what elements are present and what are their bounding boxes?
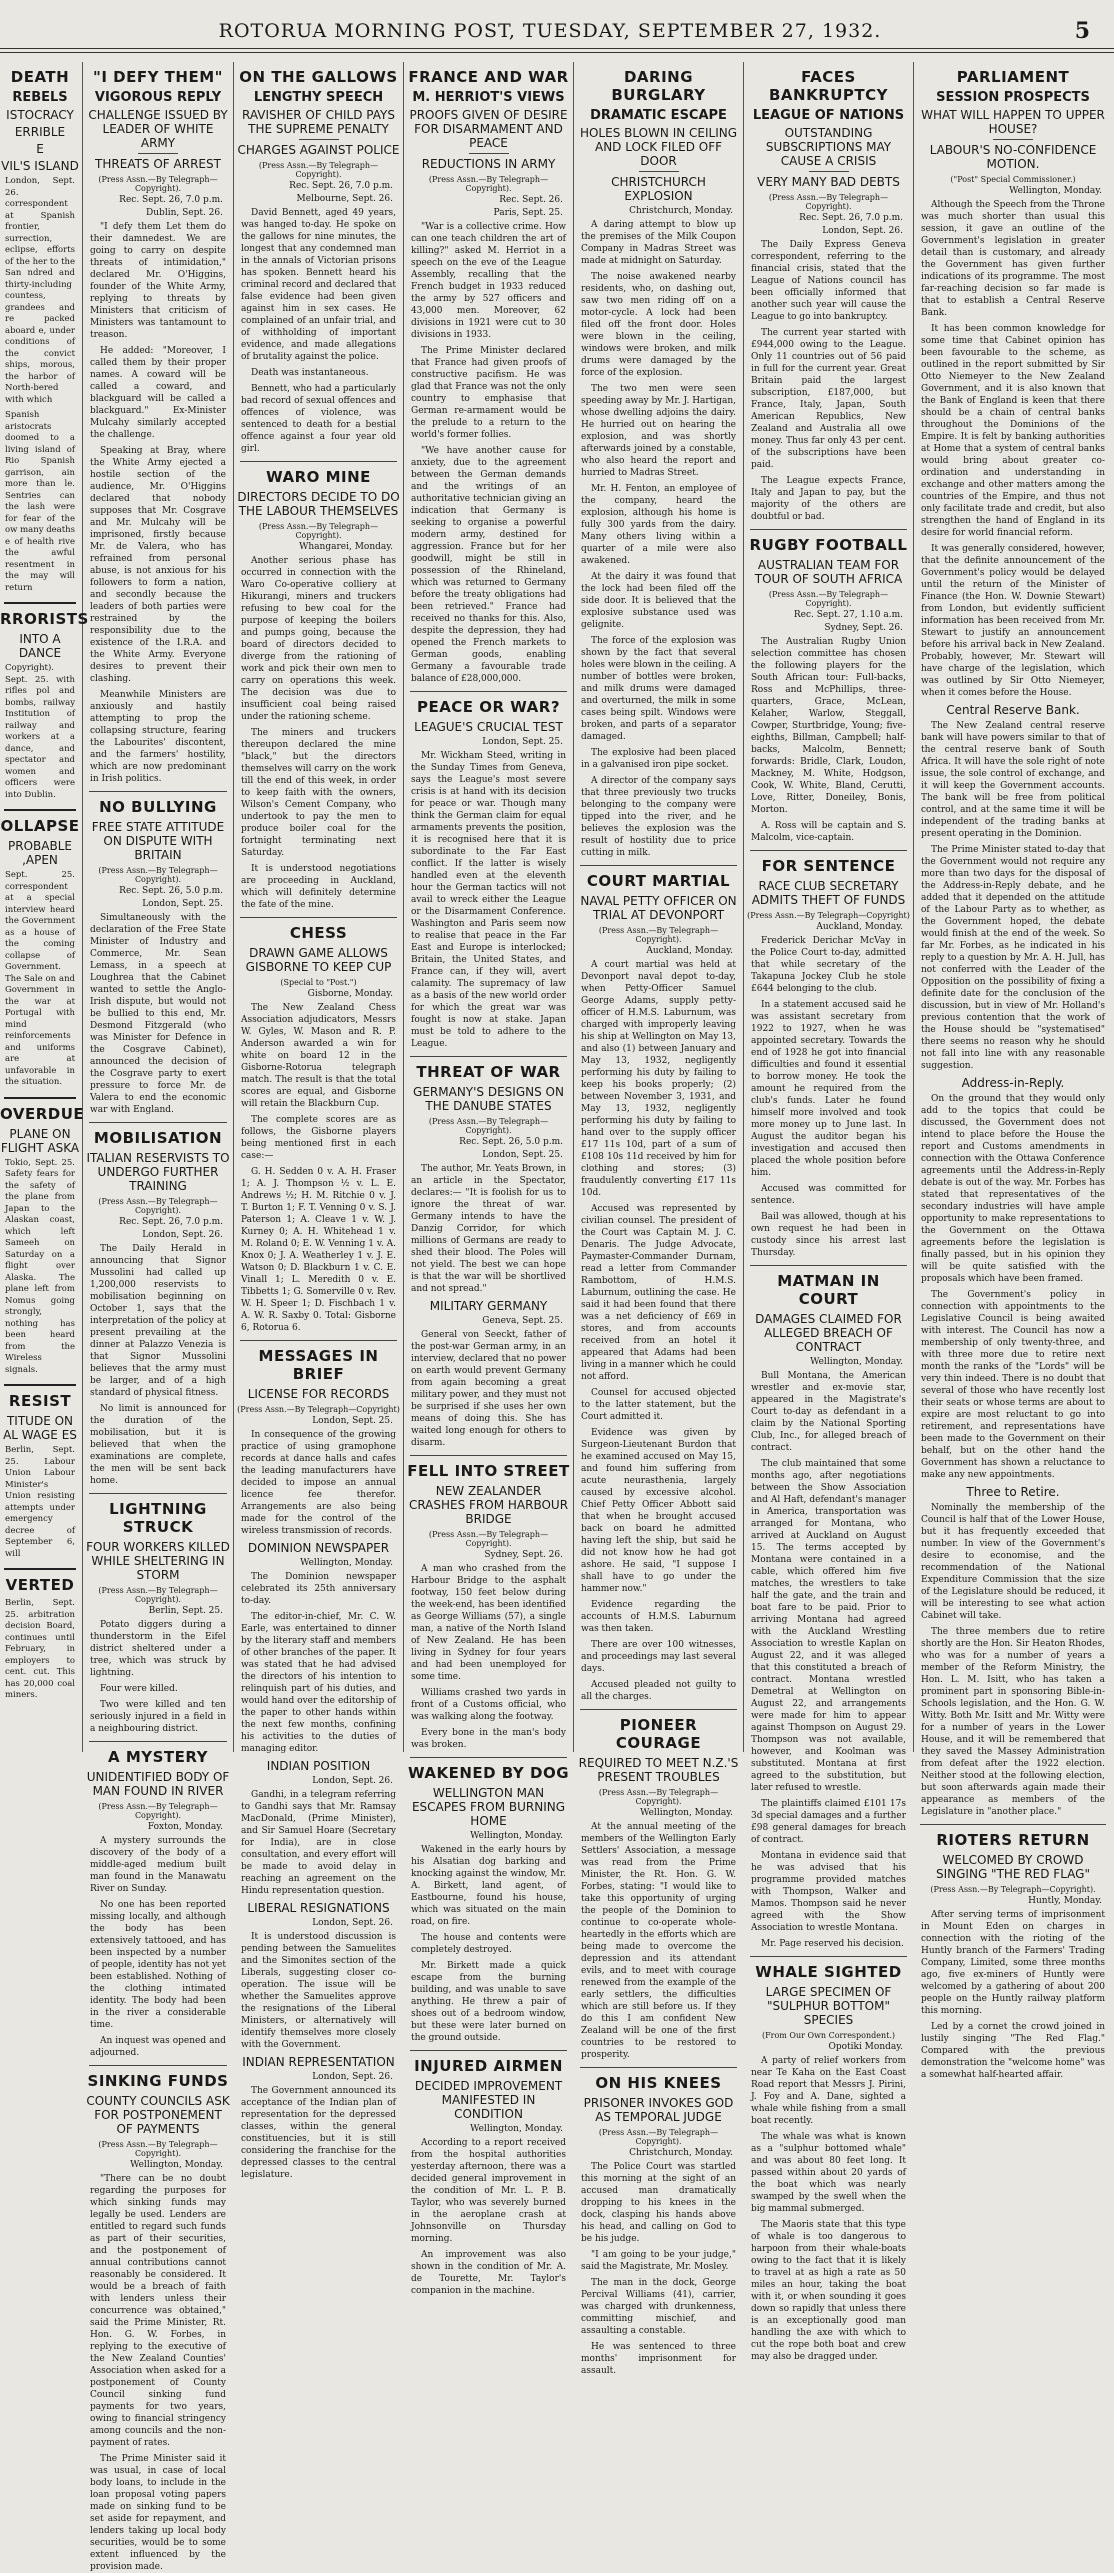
article-paragraph: After serving terms of imprisonment in Mount Eden on charges in connection with the rioting of the Huntly branch of the Farmers' Trading Company, Limited, some three months ago, five ex-miners of Huntly were welcomed by a gathering of about 200 people on the Huntly railway platform this morning. bbox=[921, 1910, 1105, 2016]
dateline: Wellington, Monday. bbox=[1009, 186, 1102, 196]
section-rule bbox=[580, 865, 737, 866]
section-rule bbox=[89, 1493, 227, 1494]
headline: RUGBY FOOTBALL bbox=[749, 536, 908, 554]
article-paragraph: The Prime Minister said it was usual, in case of local body loans, to include in the loan proposal voting papers made on sinking fund to be set aside for repayment, and lenders taking up local body securities, would be to some extent influenced by the provision made. bbox=[90, 2454, 226, 2572]
subheadline: LIBERAL RESIGNATIONS bbox=[247, 1901, 390, 1915]
article-paragraph: A man who crashed from the Harbour Bridge to the asphalt footway, 150 feet below during the week-end, has been identified as George Williams (57), a single man, a native of the North Island of New Zealand. He has been living in Sydney for four years and had been unemployed for some time. bbox=[411, 1564, 566, 1682]
headline: CHESS bbox=[289, 924, 348, 942]
article-paragraph: The miners and truckers thereupon declared the mine "black," but the directors themselves will carry on the work till the end of this week, in order to keep faith with the owners, Wilson's Cement Company, who undertook to pay the men to produce boiler coal for the fortnight terminating next Saturday. bbox=[241, 728, 396, 858]
subheadline: REDUCTIONS IN ARMY bbox=[421, 157, 556, 171]
article-paragraph: The author, Mr. Yeats Brown, in an article in the Spectator, declares:— "It is foolish for us to ignore the threat of war. Germany intends to have the Danzig Corridor, for which millions of Germans are ready to shed their blood. The Poles will not yield. The best we can hope is that the war will be shortlived and not spread." bbox=[411, 1164, 566, 1294]
article-paragraph: It was generally considered, however, that the definite announcement of the Government's policy would be delayed until the return of the Minister of Finance (the Hon. W. Downie Stewart) from London, but evidently sufficient information has been received from Mr. Stewart to justify an announcement before his arrival back in New Zealand. Probably, however, Mr. Stewart will have charge of the legislation, which was outlined by Sir Otto Niemeyer, when it comes before the House. bbox=[921, 544, 1105, 698]
article-paragraph: "I defy them Let them do their damnedest. We are going to carry on despite threats of intimidation," declared Mr. O'Higgins, founder of the White Army, replying to threats by Ministers that criticism of Ministers was tantamount to treason. bbox=[90, 222, 226, 340]
dateline: Rec. Sept. 26, 5.0 p.m. bbox=[459, 1137, 563, 1147]
subheadline: RACE CLUB SECRETARY ADMITS THEFT OF FUNDS bbox=[751, 879, 906, 907]
dateline: Rec. Sept. 26. bbox=[499, 195, 563, 205]
subheadline: INDIAN REPRESENTATION bbox=[242, 2055, 395, 2069]
article-paragraph: Nominally the membership of the Council is half that of the Lower House, but it has frequently exceeded that number. In view of the Government's desire to economise, and the recommendation of the National Expenditure Commission that the size of the Legislature should be reduced, it will be interesting to see what action Cabinet will take. bbox=[921, 1503, 1105, 1621]
headline: DARING BURGLARY bbox=[611, 68, 706, 104]
dateline: Wellington, Monday. bbox=[470, 2124, 563, 2134]
subheadline: VIGOROUS REPLY bbox=[94, 90, 222, 105]
subheadline: REBELS bbox=[12, 90, 68, 105]
byline: (Press Assn.—By Telegraph—Copyright). bbox=[98, 866, 218, 884]
subheadline: DRAWN GAME ALLOWS GISBORNE TO KEEP CUP bbox=[245, 946, 392, 974]
subheadline: ISTOCRACY bbox=[6, 108, 74, 122]
page-number: 5 bbox=[1074, 18, 1090, 44]
section-rule bbox=[4, 1097, 76, 1099]
article-paragraph: The New Zealand central reserve bank will have powers similar to that of the central reserve bank of South Africa. It will have the sole right of note issue, the sole control of exchange, and it will keep the Government accounts. The bank will be free from political control, and at the same time it will be independent of the trading banks at present operating in the Dominion. bbox=[921, 721, 1105, 839]
short-rule bbox=[809, 171, 849, 172]
byline: (Press Assn.—By Telegraph—Copyright). bbox=[768, 590, 889, 608]
column-divider bbox=[233, 62, 234, 1752]
article-paragraph: General von Seeckt, father of the post-war German army, in an interview, declared that no power on earth would prevent Germany from again becoming a great military power, and they must not be surprised if she uses her own means of doing this. She has waited long enough for others to disarm. bbox=[411, 1330, 566, 1448]
dateline: London, Sept. 25. bbox=[482, 737, 563, 747]
headline: RRORISTS bbox=[0, 610, 89, 628]
article-paragraph: In consequence of the growing practice of using gramophone records at dance halls and cafes the leading manufacturers have decided to impose an annual licence fee therefor. Arrangements are also being made for the control of the wireless transmission of records. bbox=[241, 1430, 396, 1536]
headline: INJURED AIRMEN bbox=[414, 2057, 563, 2075]
dateline: Wellington, Monday. bbox=[300, 1558, 393, 1568]
article-paragraph: Copyright). Sept. 25. with rifles pol and bombs, railway Institution of railway and workers at a dance, and spectator and women and officers were into Dublin. bbox=[5, 663, 75, 800]
article-paragraph: In a statement accused said he was assistant secretary from 1922 to 1927, when he was appointed secretary. Towards the end of 1928 he got into financial difficulties and found it essential to borrow money. He took the amount he required from the club's funds. Later he found himself more involved and took more money up to June last. In August the auditor began his investigation and accused then placed the whole position before him. bbox=[751, 1000, 906, 1178]
article-paragraph: Four were killed. bbox=[100, 1684, 178, 1694]
subheadline: LICENSE FOR RECORDS bbox=[247, 1387, 390, 1401]
dateline: Dublin, Sept. 26. bbox=[146, 208, 223, 218]
section-rule bbox=[240, 461, 397, 462]
dateline: Foxton, Monday. bbox=[147, 1822, 223, 1832]
article-paragraph: "War is a collective crime. How can one teach children the art of killing?" asked M. Herriot in a speech on the eve of the League Assembly, recalling that the French budget in 1933 reduced the army by 527 officers and 43,000 men. Moreover, 62 divisions in 1921 were cut to 30 divisions in 1933. bbox=[411, 222, 566, 340]
headline: PIONEER COURAGE bbox=[615, 1716, 702, 1752]
headline: ON HIS KNEES bbox=[595, 2074, 722, 2092]
column-divider bbox=[403, 62, 404, 1752]
short-rule bbox=[639, 171, 679, 172]
article-paragraph: The two men were seen speeding away by Mr. J. Hartigan, whose dwelling adjoins the dairy. He hurried out on hearing the explosion, and was shortly afterwards joined by a constable, who also heard the report and hurried to Madras Street. bbox=[581, 384, 736, 478]
byline: (Special to "Post.") bbox=[280, 978, 357, 987]
dateline: Huntly, Monday. bbox=[1028, 1896, 1102, 1906]
article-paragraph: A director of the company says that three previously two trucks belonging to the company were tipped into the river, and he believes the explosion was the result of hostility due to price cutting in milk. bbox=[581, 776, 736, 858]
article-paragraph: "There can be no doubt regarding the purposes for which sinking funds may legally be used. Lenders are entitled to regard such funds as part of their securities, and the postponement of annual contributions cannot reasonably be considered. It would be a breach of faith with lenders unless their concurrence was obtained," said the Prime Minister, Rt. Hon. G. W. Forbes, in replying to the executive of the New Zealand Counties' Association when asked for a postponement of County Council sinking fund payments for two years, owing to financial stringency among councils and the non-payment of rates. bbox=[90, 2174, 226, 2448]
subheadline: OUTSTANDING SUBSCRIPTIONS MAY CAUSE A CRISIS bbox=[765, 126, 892, 168]
article-paragraph: London, Sept. 26. correspondent at Spanish frontier, surrection, eclipse, efforts of the her to the San ndred and thirty-including countess, grandees and re packed aboard e, under conditions of the convict ships, morous, the harbor of North-bered with which bbox=[5, 176, 76, 405]
dateline: Sydney, Sept. 26. bbox=[484, 1550, 563, 1560]
subheadline: DOMINION NEWSPAPER bbox=[247, 1541, 390, 1555]
subheadline: ERRIBLE bbox=[14, 125, 66, 139]
subheadline: VERY MANY BAD DEBTS bbox=[757, 175, 900, 189]
subheadline: CHALLENGE ISSUED BY LEADER OF WHITE ARMY bbox=[88, 108, 228, 150]
article-paragraph: Mr. Page reserved his decision. bbox=[761, 1939, 904, 1949]
article-paragraph: Wakened in the early hours by his Alsatian dog barking and knocking against the window, Mr. A. Birkett, land agent, of Eastbourne, found his house, which was situated on the main road, on fire. bbox=[411, 1845, 566, 1927]
byline: (Press Assn.—By Telegraph—Copyright). bbox=[598, 2128, 719, 2146]
article-paragraph: At the annual meeting of the members of the Wellington Early Settlers' Association, a message was read from the Prime Minister, the Rt. Hon. G. W. Forbes, stating: "I would like to take this opportunity of urging the people of the Dominion to continue to co-operate whole-heartedly in the efforts which are being made to overcome the depression and its attendant evils, and to meet with courage renewed from the example of the early settlers, the difficulties which are still before us. If they do this I am confident New Zealand will be one of the first countries to be restored to prosperity. bbox=[581, 1822, 736, 2060]
article-paragraph: There are over 100 witnesses, and proceedings may last several days. bbox=[581, 1640, 736, 1674]
headline: FRANCE AND WAR bbox=[408, 68, 569, 86]
article-paragraph: The three members due to retire shortly are the Hon. Sir Heaton Rhodes, who was for a number of years a member of the Reform Ministry, the Hon. L. M. Isitt, who has taken a prominent part in sponsoring Bible-in-Schools legislation, and the Hon. G. W. Witty. Both Mr. Isitt and Mr. Witty were for a number of years in the Lower House, and it will be remembered that they saved the Massey Administration from defeat after the 1922 election. Neither stood at the following election, but soon afterwards again made their appearance as members of the Legislature in "another place." bbox=[921, 1627, 1105, 1817]
subheadline: GERMANY'S DESIGNS ON THE DANUBE STATES bbox=[413, 1085, 564, 1113]
subheadline: SESSION PROSPECTS bbox=[936, 90, 1090, 105]
article-paragraph: Tokio, Sept. 25. Safety fears for the safety of the plane from Japan to the Alaskan coast, which left Sameeh on Saturday on a flight over Alaska. The plane left from Nomus going strongly, nothing has been heard from the Wireless signals. bbox=[5, 1157, 75, 1375]
headline: OLLAPSE bbox=[0, 817, 80, 835]
section-rule bbox=[240, 1340, 397, 1341]
dateline: Geneva, Sept. 25. bbox=[482, 1316, 563, 1326]
dateline: London, Sept. 25. bbox=[142, 899, 223, 909]
article-paragraph: The Police Court was startled this morning at the sight of an accused man dramatically dropping to his knees in the dock, clasping his hands above his head, and calling on God to be his judge. bbox=[581, 2162, 736, 2244]
subheadline: WELLINGTON MAN ESCAPES FROM BURNING HOME bbox=[411, 1786, 566, 1828]
article-paragraph: According to a report received from the hospital authorities yesterday afternoon, there was a decided general improvement in the condition of Mr. L. P. B. Taylor, who was severely burned in the aeroplane crash at Johnsonville on Thursday morning. bbox=[411, 2138, 566, 2244]
article-paragraph: A mystery surrounds the discovery of the body of a middle-aged medium built man found in the Manawatu River on Sunday. bbox=[90, 1836, 226, 1894]
article-paragraph: Bail was allowed, though at his own request he had been in custody since his arrest last Thursday. bbox=[751, 1212, 906, 1258]
subheadline: DAMAGES CLAIMED FOR ALLEGED BREACH OF CONTRACT bbox=[755, 1312, 902, 1354]
section-rule bbox=[750, 529, 907, 530]
article-paragraph: It is understood discussion is pending between the Samuelites and the Simonites section of the Liberals, suggesting closer co-operation. The issue will be whether the Samuelites approve the resignations of the Liberal Ministers, or alternatively will identify themselves more closely with the Government. bbox=[241, 1932, 396, 2050]
article-paragraph: Another serious phase has occurred in connection with the Waro Co-operative colliery at Hikurangi, miners and truckers refusing to bew coal for the purpose of keeping the boilers and pumps going, because the board of directors decided to diverge from the rationing of work and pick their own men to carry on operations this week. The decision was due to insufficient coal being raised under the rationing scheme. bbox=[241, 556, 396, 722]
article-paragraph: An improvement was also shown in the condition of Mr. A. de Tourette, Mr. Taylor's companion in the machine. bbox=[411, 2250, 566, 2296]
article-paragraph: The man in the dock, George Percival Williams (41), carrier, was charged with drunkenness, committing mischief, and assaulting a constable. bbox=[581, 2278, 736, 2336]
headline: MATMAN IN COURT bbox=[777, 1272, 880, 1308]
article-paragraph: Accused was committed for sentence. bbox=[751, 1184, 906, 1206]
short-rule bbox=[469, 153, 509, 154]
dateline: Opotiki Monday. bbox=[828, 2042, 903, 2052]
headline: RIOTERS RETURN bbox=[936, 1831, 1090, 1849]
article-paragraph: Death was instantaneous. bbox=[251, 368, 369, 378]
headline: A MYSTERY bbox=[108, 1748, 208, 1766]
byline: (From Our Own Correspondent.) bbox=[761, 2031, 896, 2040]
byline: (Press Assn.—By Telegraph—Copyright). bbox=[930, 1885, 1096, 1894]
article-paragraph: Mr. Birkett made a quick escape from the burning building, and was unable to save anything. He threw a pair of shoes out of a bedroom window, but these were later burned on the ground outside. bbox=[411, 1961, 566, 2043]
subheadline: PROOFS GIVEN OF DESIRE FOR DISARMAMENT AND PEACE bbox=[409, 108, 568, 150]
byline: (Press Assn.—By Telegraph—Copyright). bbox=[98, 1802, 218, 1820]
dateline: London, Sept. 25. bbox=[482, 1150, 563, 1160]
article-paragraph: The complete scores are as follows, the Gisborne players being mentioned first in each case:— bbox=[241, 1115, 396, 1161]
article-paragraph: A party of relief workers from near Te Kaha on the East Coast Road report that Messrs J. Pirini, J. Foy and A. Dane, sighted a whale while fishing from a small boat recently. bbox=[751, 2056, 906, 2126]
article-paragraph: No one has been reported missing locally, and although the body has been extensively tattooed, and has been inspected by a number of people, identity has not yet been established. Nothing of the clothing intimated identity. The body had been in the river a considerable time. bbox=[90, 1900, 226, 2030]
byline: (Press Assn.—By Telegraph—Copyright). bbox=[98, 2140, 218, 2158]
section-rule bbox=[750, 1956, 907, 1957]
article-paragraph: Speaking at Bray, where the White Army ejected a hostile section of the audience, Mr. O'Higgins declared that nobody supposes that Mr. Cosgrave and Mr. Mulcahy will be imprisoned, firstly because Mr. de Valera, who has refrained from personal abuse, is not anxious for his followers to form a nation, and secondly because the leaders of both parties were restrained by the responsibility due to the existence of the I.R.A. and the White Army. Everyone desires to prevent their clashing. bbox=[90, 446, 226, 684]
dateline: Berlin, Sept. 25. bbox=[148, 1606, 223, 1616]
article-paragraph: Williams crashed two yards in front of a Customs official, who was walking along the footway. bbox=[411, 1688, 566, 1722]
article-paragraph: Frederick Derichar McVay in the Police Court to-day, admitted that while secretary of the Takapuna Jockey Club he stole £644 belonging to the club. bbox=[751, 936, 906, 994]
byline: (Press Assn.—By Telegraph—Copyright). bbox=[98, 1586, 218, 1604]
article-paragraph: The current year started with £944,000 owing to the League. Only 11 countries out of 56 paid in full for the current year. Great Britain paid the largest subscription, £187,000, but France, Italy, Japan, South American Republics, New Zealand and Australia all owe money. Thus far only 43 per cent. of the subscriptions have been paid. bbox=[751, 328, 906, 470]
article-paragraph: The Daily Express Geneva correspondent, referring to the financial crisis, stated that the League of Nations council has been officially informed that another such year will cause the League to go into bankruptcy. bbox=[751, 240, 906, 322]
article-paragraph: The Government announced its acceptance of the Indian plan of representation for the depressed classes, within the general constituencies, but it is still considering the franchise for the depressed classes to the central legislature. bbox=[241, 2086, 396, 2180]
column-divider bbox=[913, 62, 914, 1752]
headline: NO BULLYING bbox=[99, 798, 217, 816]
article-paragraph: The New Zealand Chess Association adjudicators, Messrs W. Gyles, W. Mason and R. P. Anderson awarded a win for white on board 12 in the Gisborne-Rotorua telegraph match. The result is that the total scores are equal, and Gisborne will retain the Blackburn Cup. bbox=[241, 1003, 396, 1109]
dateline: London, Sept. 26. bbox=[312, 2072, 393, 2082]
headline: MESSAGES IN BRIEF bbox=[258, 1347, 379, 1383]
column-0 bbox=[0, 62, 89, 1752]
headline: PEACE OR WAR? bbox=[416, 698, 561, 716]
section-rule bbox=[410, 1455, 567, 1456]
article-paragraph: The club maintained that some months ago, after negotiations between the Show Association and Al Haft, defendant's manager in America, transportation was arranged for Montana, who arrived at Auckland on August 15. The terms accepted by Montana were contained in a cable, which offered him five matches, the wrestlers to take half the gate, and the train and boat fare to be paid. Prior to arriving Montana had agreed with the Auckland Wrestling Association to wrestle Kaplan on August 22, and it was alleged that this constituted a breach of contract. Montana wrestled Demetral at Wellington on August 22, and arrangements were made for him to appear against Thompson on August 29. Thompson was not available, however, and Koolman was substituted. Montana at first agreed to the substitution, but later refused to wrestle. bbox=[751, 1459, 906, 1793]
subheadline: TITUDE ON AL WAGE ES bbox=[3, 1414, 77, 1442]
subheadline: HOLES BLOWN IN CEILING AND LOCK FILED OFF DOOR bbox=[579, 126, 738, 168]
article-paragraph: The house and contents were completely destroyed. bbox=[411, 1933, 566, 1955]
article-paragraph: The Dominion newspaper celebrated its 25th anniversary to-day. bbox=[241, 1572, 396, 1606]
subheadline: LEAGUE'S CRUCIAL TEST bbox=[414, 720, 563, 734]
dateline: Auckland, Monday. bbox=[816, 922, 903, 932]
section-rule bbox=[410, 691, 567, 692]
dateline: London, Sept. 26. bbox=[142, 1230, 223, 1240]
subheadline: Three to Retire. bbox=[966, 1485, 1060, 1499]
subheadline: VIL'S ISLAND bbox=[1, 159, 79, 173]
subheadline: PROBABLE ,APEN bbox=[8, 839, 72, 867]
section-rule bbox=[410, 1757, 567, 1758]
short-rule bbox=[993, 139, 1033, 140]
subheadline: NAVAL PETTY OFFICER ON TRIAL AT DEVONPORT bbox=[580, 894, 737, 922]
headline: FACES BANKRUPTCY bbox=[768, 68, 889, 104]
subheadline: Central Reserve Bank. bbox=[946, 703, 1080, 717]
byline: (Press Assn.—By Telegraph—Copyright) bbox=[237, 1405, 400, 1414]
headline: COURT MARTIAL bbox=[586, 872, 731, 890]
article-paragraph: Simultaneously with the declaration of the Free State Minister of Industry and Commerce, Mr. Sean Lemass, in a speech at Loughrea that the Cabinet wanted to settle the Anglo-Irish dispute, but would not be bullied to this end, Mr. Desmond Fitzgerald (who was Minister for Defence in the Cosgrave Cabinet), announced the decision of the Cosgrave party to exert pressure to force Mr. de Valera to end the economic war with England. bbox=[90, 913, 226, 1115]
headline: WARO MINE bbox=[266, 468, 371, 486]
article-paragraph: It has been common knowledge for some time that Cabinet opinion has been favourable to the scheme, as outlined in the report submitted by Sir Otto Niemeyer to the New Zealand Government, and it is also known that the Bank of England is keen that there should be a chain of central banks throughout the Dominions of the Empire. It is felt by banking authorities at Home that a system of central banks would bring about greater co-ordination and understanding in exchange and other matters among the countries of the Empire, and thus not only facilitate trade and credit, but also strengthen the hand of England in its desire for world financial reform. bbox=[921, 324, 1105, 538]
section-rule bbox=[4, 1568, 76, 1570]
article-paragraph: Berlin, Sept. 25. Labour Union Labour Minister's Union resisting attempts under emergency decree of September 6, will bbox=[5, 1445, 75, 1559]
subheadline: RAVISHER OF CHILD PAYS THE SUPREME PENALTY bbox=[242, 108, 395, 136]
article-paragraph: Every bone in the man's body was broken. bbox=[411, 1728, 566, 1750]
dateline: London, Sept. 26. bbox=[312, 1918, 393, 1928]
article-paragraph: An inquest was opened and adjourned. bbox=[90, 2036, 226, 2058]
byline: (Press Assn.—By Telegraph—Copyright). bbox=[258, 522, 379, 540]
section-rule bbox=[89, 1741, 227, 1742]
byline: (Press Assn.—By Telegraph—Copyright). bbox=[428, 1530, 549, 1548]
dateline: Gisborne, Monday. bbox=[307, 989, 393, 999]
article-paragraph: Evidence was given by Surgeon-Lieutenant Burdon that he examined accused on May 15, and found him suffering from acute neurasthenia, largely caused by excessive alcohol. Chief Petty Officer Abbott said that when he brought accused back on board he admitted having left the ship, but said he did not know how he had got ashore. He said, "I suppose I shall have to go under the hammer now." bbox=[581, 1428, 736, 1594]
column-3 bbox=[406, 62, 571, 2296]
headline: LIGHTNING STRUCK bbox=[109, 1500, 207, 1536]
article-paragraph: It is understood negotiations are proceeding in Auckland, which will definitely determine the fate of the mine. bbox=[241, 864, 396, 910]
article-paragraph: On the ground that they would only add to the topics that could be discussed, the Government does not intend to place before the House the report and Customs amendments in connection with the Ottawa Conference agreements until the Address-in-Reply debate is out of the way. Mr. Forbes has stated that representatives of the secondary industries will have ample opportunity to make representations to the Government on the Ottawa agreements before the legislation is finally passed, but in his opinion they will be quite satisfied with the proposals which have been framed. bbox=[921, 1094, 1105, 1284]
article-paragraph: The editor-in-chief, Mr. C. W. Earle, was entertained to dinner by the literary staff and members of other branches of the paper. It was stated that he had advised the directors of his intention to relinquish part of his duties, and would hand over the editorship of the paper to other hands within the next few months, confining his activities to the duties of managing editor. bbox=[241, 1612, 396, 1754]
article-paragraph: "We have another cause for anxiety, due to the agreement between the German demands and the writings of an authoritative technician giving an indication that Germany is seeking to organise a powerful modern army, destined for aggression. France but for her goodwill, might be still in possession of the Rhineland, which was returned to Germany before the treaty obligations had been retrieved." France had received no thanks for this. Also, despite the depression, they had opened the French markets to German goods, enabling Germany a favourable trade balance of £28,000,000. bbox=[411, 446, 566, 684]
byline: (Press Assn.—By Telegraph—Copyright). bbox=[598, 1788, 719, 1806]
byline: (Press Assn.—By Telegraph—Copyright) bbox=[747, 911, 910, 920]
section-rule bbox=[750, 1265, 907, 1266]
dateline: Sydney, Sept. 26. bbox=[824, 623, 903, 633]
byline: (Press Assn.—By Telegraph—Copyright). bbox=[258, 161, 379, 179]
headline: MOBILISATION bbox=[93, 1129, 223, 1147]
subheadline: NEW ZEALANDER CRASHES FROM HARBOUR BRIDGE bbox=[408, 1484, 569, 1526]
headline: PARLIAMENT bbox=[956, 68, 1070, 86]
subheadline: AUSTRALIAN TEAM FOR TOUR OF SOUTH AFRICA bbox=[754, 558, 903, 586]
short-rule bbox=[138, 153, 178, 154]
section-rule bbox=[4, 602, 76, 604]
headline: FELL INTO STREET bbox=[407, 1462, 570, 1480]
byline: (Press Assn.—By Telegraph—Copyright). bbox=[428, 175, 549, 193]
dateline: Paris, Sept. 25. bbox=[493, 208, 563, 218]
article-paragraph: A. Ross will be captain and S. Malcolm, vice-captain. bbox=[751, 821, 906, 843]
dateline: Christchurch, Monday. bbox=[629, 206, 733, 216]
subheadline: Address-in-Reply. bbox=[961, 1076, 1065, 1090]
article-paragraph: Two were killed and ten seriously injured in a field in a neighbouring district. bbox=[90, 1700, 226, 1734]
dateline: Wellington, Monday. bbox=[640, 1808, 733, 1818]
headline: SINKING FUNDS bbox=[87, 2072, 229, 2090]
byline: (Press Assn.—By Telegraph—Copyright). bbox=[428, 1117, 549, 1135]
masthead-rule bbox=[0, 48, 1114, 49]
article-paragraph: Bennett, who had a particularly bad record of sexual offences and offences of violence, was sentenced to death for a bestial offence against a four year old girl. bbox=[241, 384, 396, 454]
masthead-rule-2 bbox=[0, 52, 1114, 53]
article-paragraph: The explosive had been placed in a galvanised iron pipe socket. bbox=[581, 748, 736, 770]
subheadline: ITALIAN RESERVISTS TO UNDERGO FURTHER TRAINING bbox=[86, 1151, 230, 1193]
headline: "I DEFY THEM" bbox=[93, 68, 223, 86]
article-paragraph: Sept. 25. correspondent at a special interview heard the Government as a house of the coming collapse of Government. The Sale on and Government in the war at Portugal with mind reinforcements and uniforms are at unfavorable in the situation. bbox=[5, 870, 75, 1087]
subheadline: E bbox=[36, 142, 44, 156]
subheadline: DIRECTORS DECIDE TO DO THE LABOUR THEMSELVES bbox=[237, 490, 400, 518]
subheadline: LENGTHY SPEECH bbox=[253, 90, 384, 105]
article-paragraph: He was sentenced to three months' imprisonment for assault. bbox=[581, 2342, 736, 2376]
headline: RESIST bbox=[8, 1392, 72, 1410]
subheadline: WHAT WILL HAPPEN TO UPPER HOUSE? bbox=[921, 108, 1105, 136]
section-rule bbox=[920, 1824, 1106, 1825]
dateline: London, Sept. 26. bbox=[822, 226, 903, 236]
column-divider bbox=[573, 62, 574, 1752]
subheadline: PRISONER INVOKES GOD AS TEMPORAL JUDGE bbox=[583, 2096, 734, 2124]
article-paragraph: He added: "Moreover, I called them by their proper names. A coward will be called a coward, and blackguard will be called a blackguard." Ex-Minister Mulcahy similarly accepted the challenge. bbox=[90, 346, 226, 440]
article-paragraph: Evidence regarding the accounts of H.M.S. Laburnum was then taken. bbox=[581, 1600, 736, 1634]
subheadline: DRAMATIC ESCAPE bbox=[590, 108, 727, 123]
subheadline: INDIAN POSITION bbox=[266, 1759, 371, 1773]
headline: WHALE SIGHTED bbox=[755, 1963, 902, 1981]
article-paragraph: The Australian Rugby Union selection committee has chosen the following players for the South African tour: Full-backs, Ross and McPhillips, three-quarters, Grace, McLean, Kelaher, Warlow, Steggall, Cowper, Sturtbridge, Young; five-eighths, Billman, Campbell; half-backs, Malcolm, Bennett; forwards: Bridle, Clark, Loudon, Mackney, M. White, Hodgson, Cook, W. White, Bland, Cerutti, Love, Ritter, Doneiley, Bonis, Morton. bbox=[751, 637, 906, 815]
dateline: Rec. Sept. 26, 7.0 p.m. bbox=[119, 1217, 223, 1227]
article-paragraph: Montana in evidence said that he was advised that his programme provided matches with Thompson, Walker and Mamos. Thompson said he never agreed with the Show Association to wrestle Montana. bbox=[751, 1851, 906, 1933]
headline: ON THE GALLOWS bbox=[239, 68, 398, 86]
masthead-title: ROTORUA MORNING POST, TUESDAY, SEPTEMBER 27, 1932. bbox=[218, 20, 882, 42]
byline: ("Post" Special Commissioner.) bbox=[950, 175, 1076, 184]
column-divider bbox=[743, 62, 744, 1752]
subheadline: WELCOMED BY CROWD SINGING "THE RED FLAG" bbox=[936, 1853, 1090, 1881]
headline: WAKENED BY DOG bbox=[407, 1764, 570, 1782]
article-paragraph: The Maoris state that this type of whale is too dangerous to harpoon from their whale-boats owing to the fact that it is likely to travel at as high a rate as 50 miles an hour, taking the boat with it, or when sounding it goes down so rapidly that unless there is an exceptionally good man handling the axe with which to cut the rope both boat and crew may also be dragged under. bbox=[751, 2220, 906, 2362]
section-rule bbox=[4, 809, 76, 811]
subheadline: LARGE SPECIMEN OF "SULPHUR BOTTOM" SPECIES bbox=[765, 1985, 892, 2027]
column-1 bbox=[85, 62, 231, 2572]
article-paragraph: David Bennett, aged 49 years, was hanged to-day. He spoke on the gallows for nine minutes, the longest that any condemned man in the annals of Victorian prisons has spoken. Bennett heard his criminal record and declared that false evidence had been given against him in sex cases. He complained of an unfair trial, and of withholding of important evidence, and made allegations of brutality against the police. bbox=[241, 208, 396, 362]
article-paragraph: The Prime Minister declared that France had given proofs of constructive pacifism. He was glad that France was not the only country to emphasise that German re-armament would be the prelude to a return to the world's former follies. bbox=[411, 346, 566, 440]
headline: THREAT OF WAR bbox=[416, 1063, 561, 1081]
article-paragraph: The plaintiffs claimed £101 17s 3d special damages and a further £98 general damages for breach of contract. bbox=[751, 1799, 906, 1845]
subheadline: LABOUR'S NO-CONFIDENCE MOTION. bbox=[929, 143, 1097, 171]
subheadline: CHRISTCHURCH EXPLOSION bbox=[611, 175, 706, 203]
article-paragraph: Bull Montana, the American wrestler and ex-movie star, appeared in the Magistrate's Court to-day as defendant in a claim by the National Sporting Club, Inc., for alleged breach of contract. bbox=[751, 1371, 906, 1453]
article-paragraph: The whale was what is known as a "sulphur bottomed whale" and was about 80 feet long. It passed within about 20 yards of the boat which was nearly swamped by the swell when the big mammal submerged. bbox=[751, 2132, 906, 2214]
article-paragraph: Meanwhile Ministers are anxiously and hastily attempting to prop the collapsing structure, fearing the Labourites' discontent, and the farmers' hostility, which are now predominant in Irish politics. bbox=[90, 690, 226, 784]
column-4 bbox=[576, 62, 741, 2376]
article-paragraph: G. H. Sedden 0 v. A. H. Fraser 1; A. J. Thompson ½ v. L. E. Andrews ½; H. M. Ritchie 0 v. J. T. Burton 1; F. T. Venning 0 v. S. J. Paterson 1; A. Cleave 1 v. W. J. Kurney 0; A. H. Whitehead 1 v. M. Roland 0; E. W. Venning 1 v. A. Knox 0; J. A. Weatherley 1 v. J. E. Watson 0; D. Blackburn 1 v. C. E. Vinall 1; L. Meredith 0 v. E. Tibbetts 1; G. Somerville 0 v. Rev. W. H. Speer 1; D. Fischbach 1 v. A. W. R. Saxby 0. Total: Gisborne 6, Rotorua 6. bbox=[241, 1167, 396, 1333]
article-paragraph: Accused pleaded not guilty to all the charges. bbox=[581, 1680, 736, 1702]
short-rule bbox=[299, 139, 339, 140]
article-paragraph: At the dairy it was found that the lock had been filed off the side door. It is believed that the explosive substance used was gelignite. bbox=[581, 572, 736, 630]
subheadline: UNIDENTIFIED BODY OF MAN FOUND IN RIVER bbox=[86, 1770, 230, 1798]
article-paragraph: No limit is announced for the duration of the mobilisation, but it is believed that when the examinations are complete, the men will be sent back home. bbox=[90, 1404, 226, 1486]
dateline: Melbourne, Sept. 26. bbox=[296, 194, 393, 204]
article-paragraph: Led by a cornet the crowd joined in lustily singing "The Red Flag." Compared with the previous demonstration the "welcome home" was a somewhat half-hearted affair. bbox=[921, 2022, 1105, 2080]
headline: OVERDUE bbox=[0, 1104, 85, 1123]
article-paragraph: The Government's policy in connection with appointments to the Legislative Council is being awaited with interest. The Council has now a membership of only twenty-three, and with three more due to retire next month the ranks of the "Lords" will be very thin indeed. There is no doubt that several of those who have recently lost their seats or whose terms are about to expire are most reluctant to go into retirement, and representations have been made to the Government on their behalf, but on the other hand the Government has shown a reluctance to make any new appointments. bbox=[921, 1290, 1105, 1480]
article-paragraph: A daring attempt to blow up the premises of the Milk Coupon Company in Madras Street was made at midnight on Saturday. bbox=[581, 220, 736, 266]
article-paragraph: The League expects France, Italy and Japan to pay, but the majority of the others are doubtful or bad. bbox=[751, 476, 906, 522]
section-rule bbox=[410, 2050, 567, 2051]
dateline: Rec. Sept. 26, 7.0 p.m. bbox=[289, 181, 393, 191]
column-5 bbox=[746, 62, 911, 2362]
subheadline: FREE STATE ATTITUDE ON DISPUTE WITH BRITAIN bbox=[91, 820, 225, 862]
subheadline: MILITARY GERMANY bbox=[429, 1299, 548, 1313]
subheadline: FOUR WORKERS KILLED WHILE SHELTERING IN STORM bbox=[86, 1540, 230, 1582]
headline: VERTED bbox=[5, 1576, 75, 1594]
section-rule bbox=[4, 1384, 76, 1386]
byline: (Press Assn.—By Telegraph—Copyright). bbox=[98, 1197, 218, 1215]
article-paragraph: A court martial was held at Devonport naval depot to-day, when Petty-Officer Samuel George Adams, supply petty-officer of H.M.S. Laburnum, was charged with improperly leaving his ship at Wellington on May 13, and also (1) between January and May 13, 1932, negligently performing his duty by failing to keep his books properly; (2) between November 3, 1931, and May 13, 1932, negligently performing his duty by failing to hand over to the supply officer £17 11s 10d, part of a sum of £108 10s 11d received by him for clothing and stores; (3) fraudulently converting £17 11s 10d. bbox=[581, 960, 736, 1198]
section-rule bbox=[89, 2065, 227, 2066]
article-paragraph: The force of the explosion was shown by the fact that several holes were blown in the ceiling. A number of bottles were broken, and milk drums were damaged and overturned, the milk in some cases being spilt. Windows were broken, and parts of a separator damaged. bbox=[581, 636, 736, 742]
subheadline: LEAGUE OF NATIONS bbox=[752, 108, 905, 123]
dateline: Rec. Sept. 26, 7.0 p.m. bbox=[119, 195, 223, 205]
column-divider bbox=[82, 62, 83, 1752]
dateline: Auckland, Monday. bbox=[646, 946, 733, 956]
article-paragraph: Although the Speech from the Throne was much shorter than usual this session, it gave an outline of the Government's legislation in greater detail than is customary, and already the Government has given further indications of its programme. The most far-reaching decision so far made is that to establish a Central Reserve Bank. bbox=[921, 200, 1105, 318]
dateline: Rec. Sept. 26, 7.0 p.m. bbox=[799, 213, 903, 223]
dateline: Wellington, Monday. bbox=[130, 2160, 223, 2170]
article-paragraph: The noise awakened nearby residents, who, on dashing out, saw two men riding off on a motor-cycle. A lock had been filed off the front door. Holes were blown in the ceiling, windows were broken, and milk drums were damaged by the force of the explosion. bbox=[581, 272, 736, 378]
article-paragraph: Spanish aristocrats doomed to a living island of Rio Spanish garrison, ain more than le. Sentries can the lash were for fear of the ow many deaths e of health rive the awful resentment in the may will return bbox=[5, 410, 75, 593]
dateline: Rec. Sept. 27, 1.10 a.m. bbox=[793, 610, 903, 620]
subheadline: THREATS OF ARREST bbox=[95, 157, 221, 171]
article-paragraph: Counsel for accused objected to the latter statement, but the Court admitted it. bbox=[581, 1388, 736, 1422]
subheadline: DECIDED IMPROVEMENT MANIFESTED IN CONDITION bbox=[414, 2079, 563, 2121]
headline: FOR SENTENCE bbox=[761, 857, 896, 875]
article-paragraph: Berlin, Sept. 25. arbitration decision Board, continues until February, in employers to cent. cut. This has 20,000 coal miners. bbox=[5, 1598, 75, 1700]
article-paragraph: Potato diggers during a thunderstorm in the Eifel district sheltered under a tree, which was struck by lightning. bbox=[90, 1620, 226, 1678]
article-paragraph: The Daily Herald in announcing that Signor Mussolini had called up 1,200,000 reservists to mobilisation beginning on October 1, says that the interpretation of the policy at present prevailing at the dinner at Palazzo Venezia is that Signor Mussolini believes that the army must be larger, and of a high standard of physical fitness. bbox=[90, 1244, 226, 1398]
article-paragraph: The Prime Minister stated to-day that the Government would not require any more than two days for the disposal of the Address-in-Reply debate, and he added that it depended on the attitude of the Labour Party as to whether, as the Government hoped, the debate would finish at the end of the week. So far Mr. Forbes, as he indicated in his reply to a question by Mr. A. H. Jull, has not conferred with the Leader of the Opposition on the possibility of fixing a definite date for the conclusion of the discussion, but in view of Mr. Holland's previous contention that the work of the House should be "systematised" there seems no reason why he should not fall into line with any reasonable suggestion. bbox=[921, 845, 1105, 1071]
article-paragraph: Accused was represented by civilian counsel. The president of the Court was Captain M. J. C. Denaris. The Judge Advocate, Paymaster-Commander Durnam, read a letter from Commander Rambottom, of H.M.S. Laburnum, outlining the case. He said it had been found that there was a net deficiency of £69 in stores, and from accounts received from an hotel it appeared that Adams had been living in a manner which he could not afford. bbox=[581, 1204, 736, 1382]
dateline: Wellington, Monday. bbox=[470, 1831, 563, 1841]
dateline: London, Sept. 25. bbox=[312, 1416, 393, 1426]
article-paragraph: "I am going to be your judge," said the Magistrate, Mr. Mosley. bbox=[581, 2250, 736, 2272]
section-rule bbox=[750, 850, 907, 851]
subheadline: REQUIRED TO MEET N.Z.'S PRESENT TROUBLES bbox=[578, 1756, 739, 1784]
article-paragraph: Mr. H. Fenton, an employee of the company, heard the explosion, although his home is fully 300 yards from the dairy. Many others living within a quarter of a mile were also awakened. bbox=[581, 484, 736, 566]
section-rule bbox=[89, 791, 227, 792]
byline: (Press Assn.—By Telegraph—Copyright). bbox=[98, 175, 218, 193]
byline: (Press Assn.—By Telegraph—Copyright). bbox=[598, 926, 719, 944]
article-paragraph: Gandhi, in a telegram referring to Gandhi says that Mr. Ramsay MacDonald, (Prime Minister), and Sir Samuel Hoare (Secretary for India), are in close consultation, and every effort will be made to avoid delay in reaching an agreement on the Hindu representation question. bbox=[241, 1790, 396, 1896]
section-rule bbox=[89, 1122, 227, 1123]
column-6 bbox=[916, 62, 1110, 2080]
subheadline: M. HERRIOT'S VIEWS bbox=[412, 90, 565, 105]
subheadline: INTO A DANCE bbox=[18, 632, 62, 660]
subheadline: CHARGES AGAINST POLICE bbox=[237, 143, 400, 157]
dateline: Whangarei, Monday. bbox=[299, 542, 393, 552]
subheadline: PLANE ON FLIGHT ASKA bbox=[0, 1126, 80, 1155]
dateline: Wellington, Monday. bbox=[810, 1357, 903, 1367]
section-rule bbox=[240, 917, 397, 918]
subheadline: COUNTY COUNCILS ASK FOR POSTPONEMENT OF PAYMENTS bbox=[86, 2094, 230, 2136]
dateline: London, Sept. 26. bbox=[312, 1776, 393, 1786]
byline: (Press Assn.—By Telegraph—Copyright). bbox=[768, 193, 889, 211]
section-rule bbox=[410, 1056, 567, 1057]
article-paragraph: Mr. Wickham Steed, writing in the Sunday Times from Geneva, says the League's most severe crisis is at hand with its decision for peace or war. Though many think the German claim for equal armaments prevents the position, it is recognised here that it is subordinate to the Far East conflict. If the latter is wisely handled even at the eleventh hour the German tactics will not avail to wreck either the League or the Disarmament Conference. Washington and Paris seem now to realise that peace in the Far East and Europe is interlocked; Britain, the United States, and France can, if they will, avert calamity. The supremacy of law as a basis of the new world order for which the great war was fought is now at stake. Japan must be told to adhere to the League. bbox=[411, 751, 566, 1049]
section-rule bbox=[580, 2067, 737, 2068]
dateline: Christchurch, Monday. bbox=[629, 2148, 733, 2158]
headline: DEATH bbox=[10, 68, 70, 86]
dateline: Rec. Sept. 26, 5.0 p.m. bbox=[119, 886, 223, 896]
column-2 bbox=[236, 62, 401, 2180]
section-rule bbox=[580, 1709, 737, 1710]
